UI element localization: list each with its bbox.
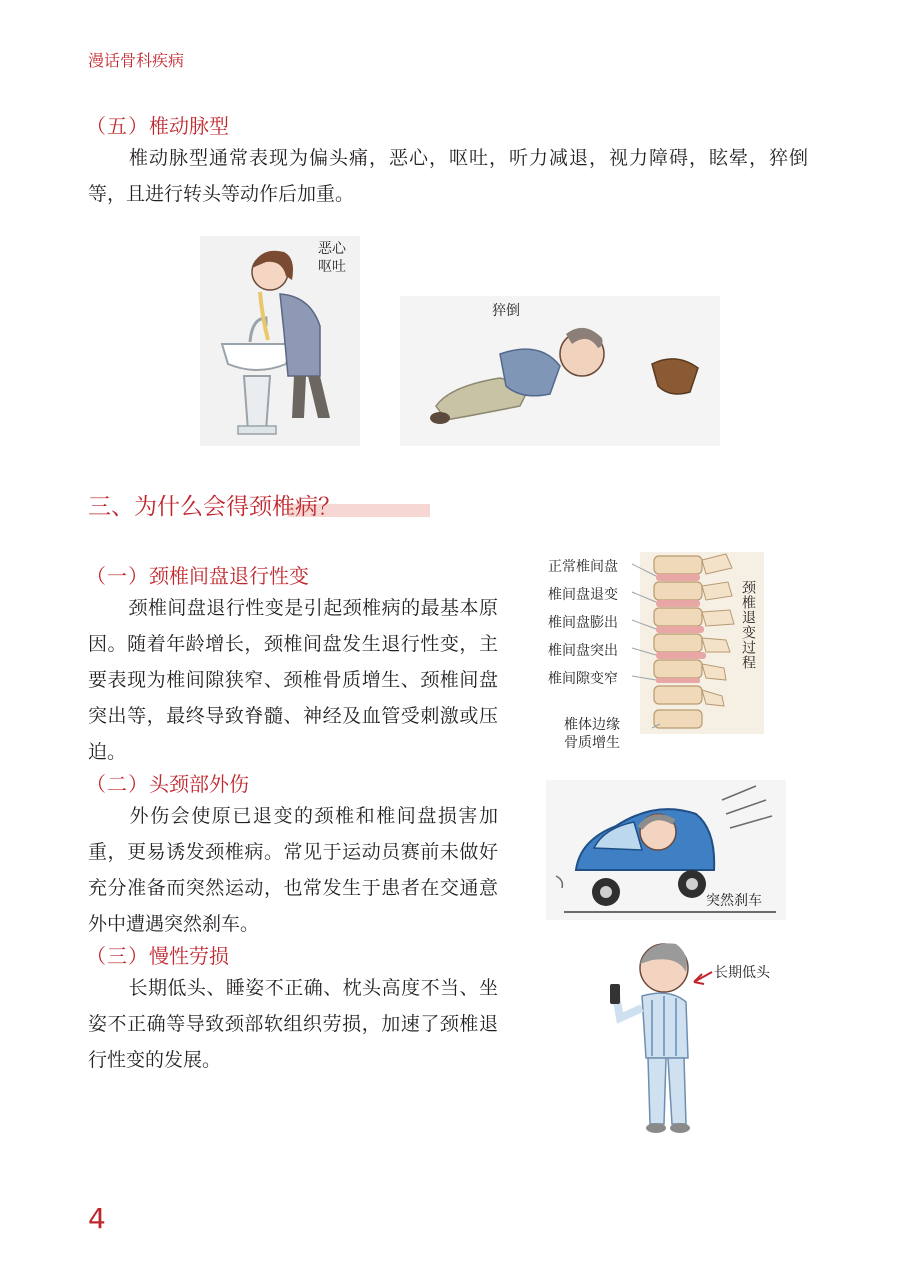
page-number: 4 [88, 1202, 106, 1235]
subsection-3-heading [86, 940, 229, 969]
subsection-2-heading [86, 768, 249, 797]
subsection-1-heading [86, 560, 309, 589]
car-label: 突然刹车 [706, 893, 762, 909]
illustration-top-art [200, 236, 720, 446]
label-fall: 猝倒 [492, 303, 520, 319]
section-3-title [88, 488, 341, 521]
label-nausea [318, 240, 346, 276]
label-nausea-line2: 呕吐 [318, 259, 346, 275]
section-3-title-text: 三、为什么会得颈椎病？ [88, 494, 341, 520]
subsection-2-body [88, 798, 498, 942]
subsection-3-body-text: 长期低头、睡姿不正确、枕头高度不当、坐姿不正确等导致颈部软组织劳损，加速了颈椎退行性变的发展。 [88, 977, 498, 1071]
subsection-3-title: 慢性劳损 [149, 944, 229, 968]
subsection-1-number: （一） [86, 564, 149, 588]
subsection-1-body-text: 颈椎间盘退行性变是引起颈椎病的最基本原因。随着年龄增长，颈椎间盘发生退行性变，主要表现为椎间隙狭窄、颈椎骨质增生、颈椎间盘突出等，最终导致脊髓、神经及血管受刺激或压迫。 [88, 597, 498, 763]
subsection-5-body [88, 140, 808, 212]
subsection-2-body-text: 外伤会使原已退变的颈椎和椎间盘损害加重，更易诱发颈椎病。常见于运动员赛前未做好充分准备而突然运动，也常发生于患者在交通意外中遭遇突然刹车。 [88, 805, 498, 935]
subsection-2-title: 头颈部外伤 [149, 772, 249, 796]
spine-label-5: 椎间隙变窄 [548, 671, 618, 687]
spine-bottom-label-line1: 椎体边缘 [564, 717, 620, 733]
subsection-1-body [88, 590, 498, 770]
subsection-3-body [88, 970, 498, 1078]
spine-bottom-label-line2: 骨质增生 [564, 735, 620, 751]
spine-vertical-label: 颈椎退变过程 [740, 580, 756, 670]
spine-bottom-label [564, 716, 620, 752]
subsection-5-title: 椎动脉型 [149, 114, 229, 138]
subsection-5-body-text: 椎动脉型通常表现为偏头痛，恶心，呕吐，听力减退，视力障碍，眩晕，猝倒等，且进行转头等动作后加重。 [88, 147, 808, 205]
label-nausea-line1: 恶心 [318, 241, 346, 257]
spine-figure [540, 548, 770, 758]
spine-label-1: 正常椎间盘 [548, 559, 618, 575]
subsection-5-heading [86, 110, 229, 139]
spine-label-4: 椎间盘突出 [548, 643, 618, 659]
phone-figure [590, 938, 790, 1138]
running-title: 漫话骨科疾病 [88, 51, 185, 70]
subsection-3-number: （三） [86, 944, 149, 968]
illustration-top [200, 236, 720, 446]
subsection-5-number: （五） [86, 114, 149, 138]
phone-label: 长期低头 [714, 965, 770, 981]
spine-label-2: 椎间盘退变 [548, 587, 618, 603]
subsection-1-title: 颈椎间盘退行性变 [149, 564, 309, 588]
subsection-2-number: （二） [86, 772, 149, 796]
car-figure [546, 780, 786, 920]
spine-label-3: 椎间盘膨出 [548, 615, 618, 631]
